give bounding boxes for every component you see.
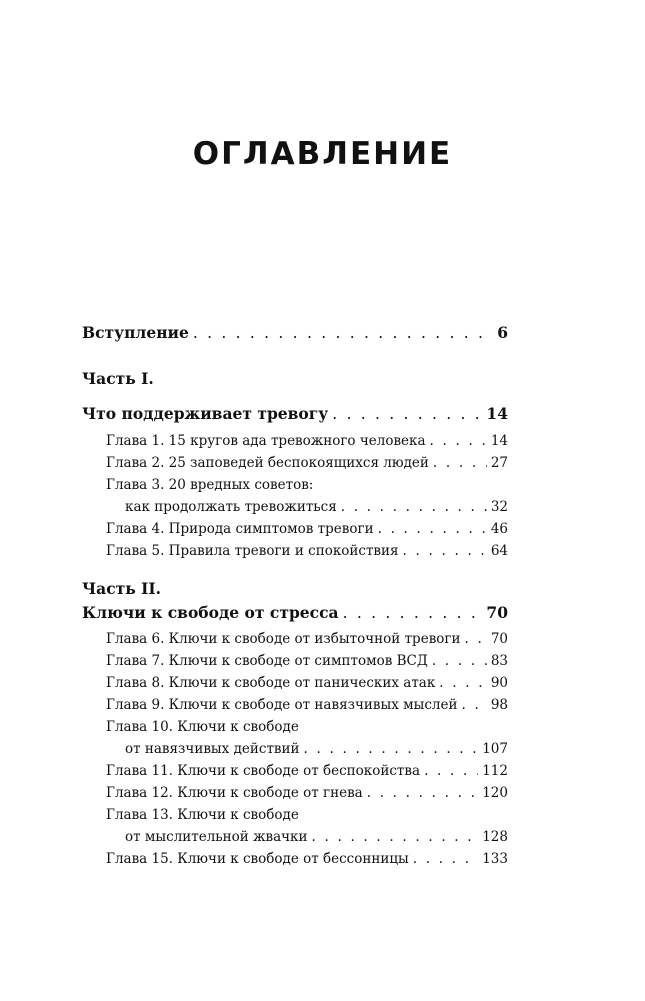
toc-page-number: 32 xyxy=(490,499,508,515)
toc-page-number: 6 xyxy=(497,323,508,342)
toc-entry-chapter[interactable] xyxy=(106,628,508,650)
toc-entry-chapter[interactable] xyxy=(106,452,508,474)
toc-entry-label: Глава 15. Ключи к свободе от бессонницы xyxy=(106,851,409,867)
toc-entry-label[interactable]: Глава 10. Ключи к свободе xyxy=(106,719,299,735)
toc-entry-part1-title[interactable] xyxy=(82,403,508,425)
toc-entry-label-continued: от навязчивых действий xyxy=(125,741,300,757)
dot-leader xyxy=(432,650,487,672)
toc-page-number: 133 xyxy=(482,851,508,867)
toc-page-number: 64 xyxy=(490,543,508,559)
toc-entry-chapter[interactable] xyxy=(106,760,508,782)
toc-entry-label: Ключи к свободе от стресса xyxy=(82,603,339,622)
toc-entry-chapter[interactable] xyxy=(106,672,508,694)
dot-leader xyxy=(424,760,478,782)
dot-leader xyxy=(430,430,487,452)
toc-page-number: 98 xyxy=(490,697,508,713)
toc-page-number: 14 xyxy=(490,433,508,449)
toc-entry-label: Глава 4. Природа симптомов тревоги xyxy=(106,521,374,537)
toc-entry-part2-title[interactable] xyxy=(82,602,508,624)
dot-leader xyxy=(462,694,487,716)
dot-leader xyxy=(413,848,478,870)
toc-entry-label-continued: как продолжать тревожиться xyxy=(125,499,337,515)
toc-entry-chapter[interactable] xyxy=(106,650,508,672)
toc-entry-label: Глава 8. Ключи к свободе от панических атак xyxy=(106,675,436,691)
toc-entry-label: Что поддерживает тревогу xyxy=(82,404,329,423)
toc-page-number: 112 xyxy=(482,763,508,779)
toc-entry-intro[interactable] xyxy=(82,322,508,344)
dot-leader xyxy=(403,540,487,562)
dot-leader xyxy=(312,826,479,848)
dot-leader xyxy=(439,672,487,694)
dot-leader xyxy=(378,518,487,540)
toc-entry-label[interactable]: Глава 13. Ключи к свободе xyxy=(106,807,299,823)
dot-leader xyxy=(343,602,483,624)
toc-entry-label: Глава 2. 25 заповедей беспокоящихся людей xyxy=(106,455,429,471)
toc-entry-chapter[interactable] xyxy=(106,694,508,716)
toc-entry-chapter-continued[interactable] xyxy=(125,826,508,848)
dot-leader xyxy=(367,782,479,804)
toc-entry-label: Глава 6. Ключи к свободе от избыточной тревоги xyxy=(106,631,461,647)
toc-page-number: 90 xyxy=(490,675,508,691)
dot-leader xyxy=(304,738,479,760)
part-heading: Часть II. xyxy=(82,579,162,598)
toc-entry-chapter[interactable] xyxy=(106,518,508,540)
dot-leader xyxy=(332,403,482,425)
toc-page-number: 107 xyxy=(482,741,508,757)
toc-entry-label: Глава 5. Правила тревоги и спокойствия xyxy=(106,543,399,559)
dot-leader xyxy=(433,452,487,474)
toc-entry-label: Глава 7. Ключи к свободе от симптомов ВСД xyxy=(106,653,428,669)
toc-entry-chapter[interactable] xyxy=(106,848,508,870)
toc-entry-label: Глава 11. Ключи к свободе от беспокойства xyxy=(106,763,421,779)
dot-leader xyxy=(465,628,487,650)
toc-entry-label-continued: от мыслительной жвачки xyxy=(125,829,308,845)
dot-leader xyxy=(341,496,487,518)
page-title: ОГЛАВЛЕНИЕ xyxy=(192,136,453,172)
toc-page-number: 46 xyxy=(490,521,508,537)
toc-entry-chapter[interactable] xyxy=(106,540,508,562)
toc-page-number: 70 xyxy=(490,631,508,647)
toc-entry-label: Глава 12. Ключи к свободе от гнева xyxy=(106,785,363,801)
toc-entry-chapter[interactable] xyxy=(106,782,508,804)
toc-entry-label: Глава 9. Ключи к свободе от навязчивых мыслей xyxy=(106,697,458,713)
toc-page-number: 70 xyxy=(486,603,508,622)
toc-entry-label: Вступление xyxy=(82,323,189,342)
dot-leader xyxy=(193,322,493,344)
toc-page-number: 14 xyxy=(486,404,508,423)
toc-entry-label[interactable]: Глава 3. 20 вредных советов: xyxy=(106,477,314,493)
part-heading: Часть I. xyxy=(82,369,154,388)
toc-entry-chapter-continued[interactable] xyxy=(125,496,508,518)
toc-entry-chapter-continued[interactable] xyxy=(125,738,508,760)
toc-page-number: 83 xyxy=(490,653,508,669)
toc-page-number: 27 xyxy=(490,455,508,471)
toc-page-number: 120 xyxy=(482,785,508,801)
toc-entry-chapter[interactable] xyxy=(106,430,508,452)
toc-entry-label: Глава 1. 15 кругов ада тревожного человека xyxy=(106,433,426,449)
toc-page-number: 128 xyxy=(482,829,508,845)
